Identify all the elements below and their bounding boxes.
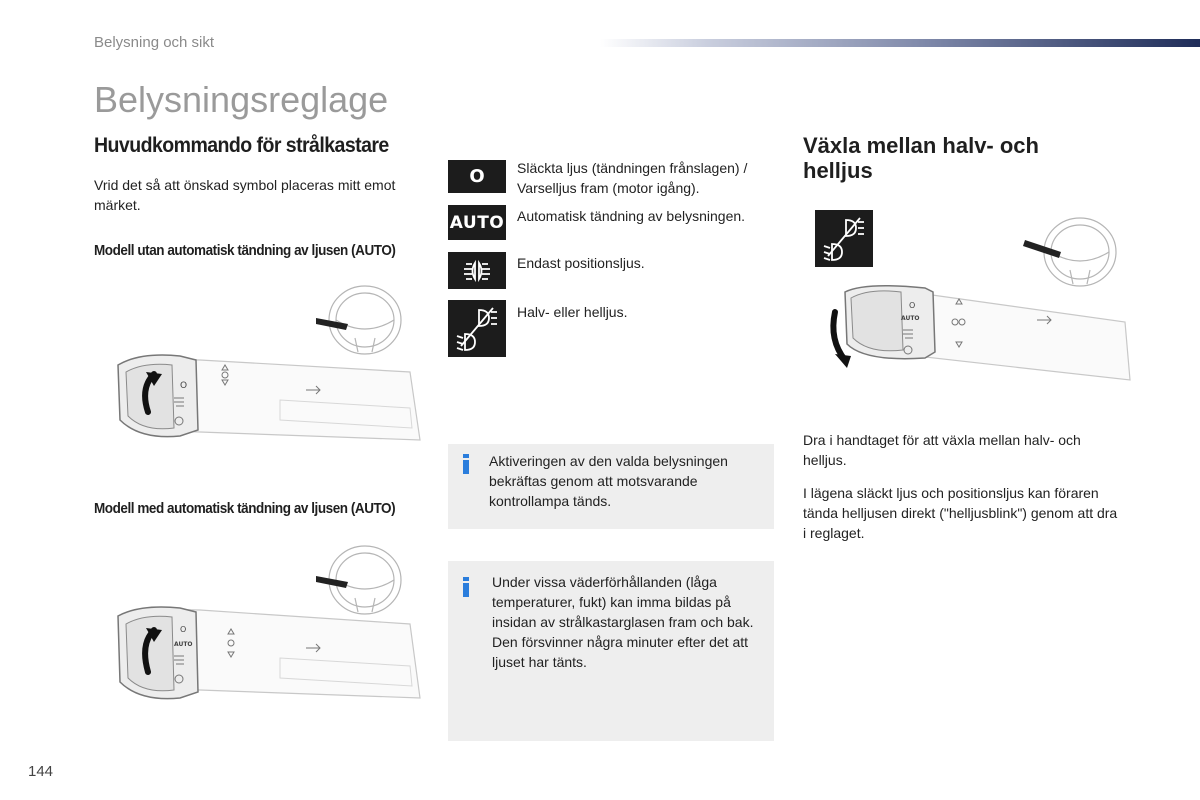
dipped-main-beam-icon <box>448 300 506 357</box>
page-number: 144 <box>28 763 54 780</box>
beam-switch-text: Dra i handtaget för att växla mellan halv- och helljus. <box>803 432 1081 468</box>
position-dipped-main-text: Halv- eller helljus. <box>517 304 628 320</box>
header-gradient-bar <box>600 39 1200 47</box>
stalk-illustration-beam-switch <box>815 212 1135 382</box>
position-sidelights-text: Endast positionsljus. <box>517 255 645 271</box>
off-symbol-icon: O <box>448 160 506 193</box>
stalk-auto-label: AUTO <box>174 641 193 648</box>
stalk-off-label: O <box>180 625 187 634</box>
position-off-text: Släckta ljus (tändningen frånslagen) / Varselljus fram (motor igång). <box>517 160 748 196</box>
headlight-flash-text: I lägena släckt ljus och positionsljus kan föraren tända helljusen direkt ("helljusblink") genom att dra i reglaget. <box>803 485 1118 541</box>
info-confirmation-text: Aktiveringen av den valda belysningen bekräftas genom att motsvarande kontrollampa tänds. <box>489 453 728 509</box>
info-box-confirmation <box>448 444 774 529</box>
stalk-off-label: O <box>180 381 188 391</box>
position-auto-text: Automatisk tändning av belysningen. <box>517 208 746 224</box>
subheading-with-auto: Modell med automatisk tändning av ljusen (AUTO) <box>94 500 396 517</box>
section-label: Belysning och sikt <box>94 34 215 51</box>
stalk-illustration-without-auto <box>110 280 422 450</box>
subheading-without-auto: Modell utan automatisk tändning av ljusen (AUTO) <box>94 242 396 259</box>
intro-text: Vrid det så att önskad symbol placeras mitt emot märket. <box>94 177 396 213</box>
stalk-auto-label: AUTO <box>901 315 920 322</box>
info-icon <box>463 583 469 597</box>
headlight-control-heading: Huvudkommando för strålkastare <box>94 134 389 157</box>
switch-beam-heading: Växla mellan halv- och helljus <box>803 133 1039 183</box>
stalk-off-label: O <box>909 301 916 310</box>
stalk-illustration-with-auto <box>110 540 422 715</box>
position-lights-icon <box>448 252 506 289</box>
info-icon <box>463 460 469 474</box>
auto-symbol-icon: AUTO <box>448 205 506 240</box>
info-box-condensation <box>448 561 774 741</box>
info-condensation-text: Under vissa väderförhållanden (låga temperaturer, fukt) kan imma bildas på insidan av strålkastarglasen fram och bak. Den försvinner några minuter efter det att ljuset har tänts. <box>492 574 754 670</box>
page-title: Belysningsreglage <box>94 79 389 120</box>
